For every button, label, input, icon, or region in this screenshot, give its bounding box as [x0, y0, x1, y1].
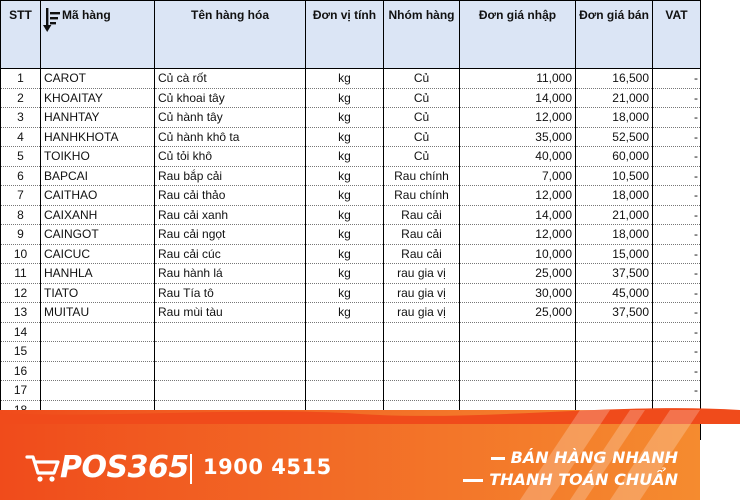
cell-unit[interactable]: kg [306, 147, 384, 167]
cell-vat[interactable]: - [653, 225, 701, 245]
cell-buy-price[interactable]: 25,000 [460, 264, 576, 284]
cell-sell-price[interactable]: 21,000 [576, 205, 653, 225]
header-vat[interactable]: VAT [653, 1, 701, 69]
cell-sell-price[interactable]: 10,500 [576, 166, 653, 186]
cell-buy-price[interactable]: 35,000 [460, 127, 576, 147]
cell-stt[interactable]: 17 [1, 381, 41, 401]
cell-group[interactable]: Rau chính [384, 186, 460, 206]
cell-name[interactable]: Rau cải xanh [155, 205, 306, 225]
header-unit[interactable]: Đơn vị tính [306, 1, 384, 69]
cell-stt[interactable]: 3 [1, 108, 41, 128]
cell-stt[interactable]: 11 [1, 264, 41, 284]
header-name[interactable]: Tên hàng hóa [155, 1, 306, 69]
cell-unit[interactable]: kg [306, 166, 384, 186]
cell-stt[interactable]: 1 [1, 69, 41, 89]
cell-vat[interactable]: - [653, 88, 701, 108]
cell-stt[interactable]: 5 [1, 147, 41, 167]
cell-sell-price[interactable]: 16,500 [576, 69, 653, 89]
cell-name[interactable]: Rau cải thảo [155, 186, 306, 206]
cell-unit[interactable]: kg [306, 264, 384, 284]
header-group[interactable]: Nhóm hàng [384, 1, 460, 69]
cell-group[interactable]: Rau cải [384, 244, 460, 264]
cell-buy-price[interactable]: 12,000 [460, 186, 576, 206]
slogan-line-2: THANH TOÁN CHUẨN [489, 470, 678, 489]
cell-vat[interactable]: - [653, 205, 701, 225]
cell-sell-price[interactable]: 52,500 [576, 127, 653, 147]
cell-unit[interactable]: kg [306, 303, 384, 323]
header-code[interactable] [41, 1, 155, 69]
table-row [1, 147, 701, 167]
slogan-line-decoration [491, 457, 505, 460]
cell-sell-price[interactable]: 37,500 [576, 303, 653, 323]
cell-code[interactable]: TIATO [41, 283, 155, 303]
cell-unit[interactable] [306, 322, 384, 342]
cell-vat[interactable]: - [653, 322, 701, 342]
cell-vat[interactable]: - [653, 283, 701, 303]
table-row [1, 342, 701, 362]
cell-unit[interactable]: kg [306, 283, 384, 303]
cell-group[interactable]: Củ [384, 69, 460, 89]
cell-group[interactable]: Củ [384, 88, 460, 108]
cell-group[interactable] [384, 361, 460, 381]
cell-stt[interactable]: 13 [1, 303, 41, 323]
table-row [1, 303, 701, 323]
pos365-logo [26, 448, 189, 488]
table-row [1, 225, 701, 245]
table-row [1, 127, 701, 147]
cell-name[interactable] [155, 361, 306, 381]
cell-stt[interactable]: 15 [1, 342, 41, 362]
cell-sell-price[interactable]: 18,000 [576, 186, 653, 206]
cell-group[interactable] [384, 322, 460, 342]
cell-vat[interactable]: - [653, 108, 701, 128]
cell-unit[interactable] [306, 342, 384, 362]
cell-code[interactable] [41, 322, 155, 342]
cell-group[interactable] [384, 342, 460, 362]
cell-buy-price[interactable]: 14,000 [460, 205, 576, 225]
table-row [1, 361, 701, 381]
cell-unit[interactable]: kg [306, 108, 384, 128]
cell-buy-price[interactable]: 14,000 [460, 88, 576, 108]
cell-stt[interactable]: 8 [1, 205, 41, 225]
table-row [1, 108, 701, 128]
cell-name[interactable]: Rau cải cúc [155, 244, 306, 264]
cell-sell-price[interactable] [576, 342, 653, 362]
cell-group[interactable]: rau gia vị [384, 264, 460, 284]
cell-unit[interactable]: kg [306, 127, 384, 147]
cell-code[interactable] [41, 342, 155, 362]
cell-stt[interactable]: 9 [1, 225, 41, 245]
table-row [1, 283, 701, 303]
cell-vat[interactable]: - [653, 127, 701, 147]
cell-buy-price[interactable]: 40,000 [460, 147, 576, 167]
table-row [1, 244, 701, 264]
cell-unit[interactable]: kg [306, 69, 384, 89]
cell-code[interactable]: TOIKHO [41, 147, 155, 167]
cell-vat[interactable]: - [653, 264, 701, 284]
cell-buy-price[interactable]: 25,000 [460, 303, 576, 323]
cell-sell-price[interactable]: 18,000 [576, 225, 653, 245]
cell-code[interactable]: HANHTAY [41, 108, 155, 128]
table-row [1, 205, 701, 225]
cell-group[interactable]: Rau cải [384, 205, 460, 225]
cell-buy-price[interactable]: 7,000 [460, 166, 576, 186]
header-code-label: Mã hàng [62, 8, 111, 22]
cell-buy-price[interactable]: 11,000 [460, 69, 576, 89]
cell-name[interactable]: Củ tỏi khô [155, 147, 306, 167]
cell-code[interactable]: CAIXANH [41, 205, 155, 225]
cell-vat[interactable]: - [653, 166, 701, 186]
cell-name[interactable]: Củ hành tây [155, 108, 306, 128]
cell-name[interactable] [155, 342, 306, 362]
cell-group[interactable]: Rau chính [384, 166, 460, 186]
hotline-number: 1900 4515 [203, 455, 332, 479]
cell-code[interactable]: KHOAITAY [41, 88, 155, 108]
cell-group[interactable]: Củ [384, 108, 460, 128]
sort-descending-icon[interactable] [43, 7, 61, 36]
table-row [1, 264, 701, 284]
cell-stt[interactable]: 10 [1, 244, 41, 264]
cell-name[interactable]: Củ cà rốt [155, 69, 306, 89]
cell-code[interactable]: HANHLA [41, 264, 155, 284]
shopping-cart-icon [26, 453, 60, 483]
cell-vat[interactable]: - [653, 244, 701, 264]
cell-sell-price[interactable] [576, 361, 653, 381]
logo-text: POS365 [60, 450, 189, 485]
table-row [1, 69, 701, 89]
table-row [1, 88, 701, 108]
cell-code[interactable]: HANHKHOTA [41, 127, 155, 147]
cell-buy-price[interactable]: 12,000 [460, 108, 576, 128]
cell-stt[interactable]: 2 [1, 88, 41, 108]
slogan-line-1: BÁN HÀNG NHANH [510, 448, 678, 467]
cell-name[interactable]: Rau Tía tô [155, 283, 306, 303]
cell-vat[interactable]: - [653, 303, 701, 323]
cell-name[interactable] [155, 322, 306, 342]
cell-code[interactable]: CAROT [41, 69, 155, 89]
cell-vat[interactable]: - [653, 381, 701, 401]
cell-name[interactable]: Củ khoai tây [155, 88, 306, 108]
header-sell-price[interactable]: Đơn giá bán [576, 1, 653, 69]
cell-code[interactable]: CAINGOT [41, 225, 155, 245]
cell-unit[interactable]: kg [306, 88, 384, 108]
cell-name[interactable]: Rau bắp cải [155, 166, 306, 186]
cell-unit[interactable]: kg [306, 244, 384, 264]
cell-sell-price[interactable]: 18,000 [576, 108, 653, 128]
cell-sell-price[interactable]: 45,000 [576, 283, 653, 303]
cell-code[interactable] [41, 361, 155, 381]
slogan [463, 448, 678, 489]
cell-stt[interactable]: 4 [1, 127, 41, 147]
cell-vat[interactable]: - [653, 342, 701, 362]
cell-buy-price[interactable] [460, 322, 576, 342]
cell-name[interactable]: Rau hành lá [155, 264, 306, 284]
cell-stt[interactable]: 12 [1, 283, 41, 303]
cell-vat[interactable]: - [653, 147, 701, 167]
slogan-line-decoration [463, 479, 483, 482]
table-row [1, 186, 701, 206]
cell-stt[interactable]: 6 [1, 166, 41, 186]
cell-group[interactable]: rau gia vị [384, 283, 460, 303]
cell-vat[interactable]: - [653, 69, 701, 89]
cell-stt[interactable]: 7 [1, 186, 41, 206]
table-row [1, 322, 701, 342]
pos365-banner [0, 410, 700, 500]
cell-buy-price[interactable]: 30,000 [460, 283, 576, 303]
cell-vat[interactable]: - [653, 186, 701, 206]
cell-sell-price[interactable]: 15,000 [576, 244, 653, 264]
header-row [1, 1, 701, 69]
cell-group[interactable]: Củ [384, 127, 460, 147]
cell-sell-price[interactable]: 60,000 [576, 147, 653, 167]
cell-code[interactable]: MUITAU [41, 303, 155, 323]
cell-unit[interactable]: kg [306, 186, 384, 206]
cell-code[interactable]: CAITHAO [41, 186, 155, 206]
cell-name[interactable]: Rau mùi tàu [155, 303, 306, 323]
banner-divider [190, 454, 192, 484]
cell-group[interactable]: Củ [384, 147, 460, 167]
cell-unit[interactable] [306, 361, 384, 381]
cell-buy-price[interactable] [460, 342, 576, 362]
cell-stt[interactable]: 16 [1, 361, 41, 381]
cell-name[interactable]: Củ hành khô ta [155, 127, 306, 147]
cell-buy-price[interactable]: 10,000 [460, 244, 576, 264]
cell-buy-price[interactable]: 12,000 [460, 225, 576, 245]
cell-code[interactable]: BAPCAI [41, 166, 155, 186]
cell-group[interactable]: Rau cải [384, 225, 460, 245]
cell-name[interactable]: Rau cải ngọt [155, 225, 306, 245]
cell-code[interactable]: CAICUC [41, 244, 155, 264]
cell-sell-price[interactable] [576, 322, 653, 342]
cell-unit[interactable]: kg [306, 205, 384, 225]
header-stt[interactable]: STT [1, 1, 41, 69]
table-row [1, 166, 701, 186]
cell-group[interactable]: rau gia vị [384, 303, 460, 323]
cell-sell-price[interactable]: 37,500 [576, 264, 653, 284]
cell-unit[interactable]: kg [306, 225, 384, 245]
cell-buy-price[interactable] [460, 361, 576, 381]
cell-vat[interactable]: - [653, 361, 701, 381]
header-buy-price[interactable]: Đơn giá nhập [460, 1, 576, 69]
cell-sell-price[interactable]: 21,000 [576, 88, 653, 108]
cell-stt[interactable]: 14 [1, 322, 41, 342]
